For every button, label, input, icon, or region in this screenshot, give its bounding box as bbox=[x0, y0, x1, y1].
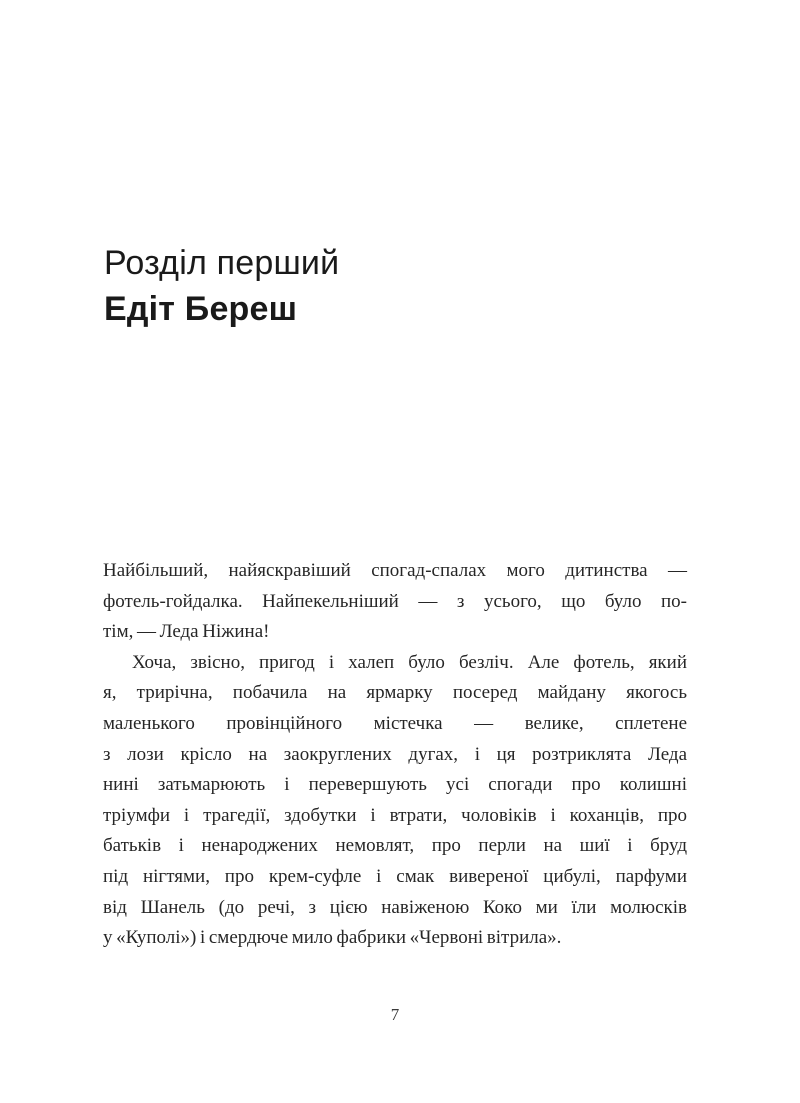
body-text bbox=[103, 556, 687, 954]
paragraph bbox=[103, 648, 687, 954]
page-number: 7 bbox=[390, 1005, 400, 1024]
text-line: я, трирічна, побачила на ярмарку посеред майдану якогось bbox=[103, 682, 687, 704]
text-line: нині затьмарюють і перевершують усі спогади про колишні bbox=[103, 774, 687, 796]
text-line: Хоча, звісно, пригод і халеп було безліч. Але фотель, який bbox=[132, 651, 687, 673]
paragraph bbox=[103, 556, 687, 648]
text-line: під нігтями, про крем-суфле і смак вивереної цибулі, парфуми bbox=[103, 865, 687, 887]
chapter-label: Розділ перший bbox=[104, 244, 340, 282]
text-line: маленького провінційного містечка — велике, сплетене bbox=[103, 712, 687, 734]
text-line: фотель-гойдалка. Найпекельніший — з усього, що було по- bbox=[103, 590, 687, 612]
text-line: батьків і ненароджених немовлят, про перли на шиї і бруд bbox=[103, 835, 687, 857]
chapter-title: Едіт Береш bbox=[104, 290, 298, 328]
text-line: тріумфи і трагедії, здобутки і втрати, чоловіків і коханців, про bbox=[103, 804, 687, 826]
text-line: від Шанель (до речі, з цією навіженою Коко ми їли молюсків bbox=[103, 896, 687, 918]
text-line: тім, — Леда Ніжина! bbox=[103, 621, 270, 643]
text-line: з лози крісло на заокруглених дугах, і ця розтриклята Леда bbox=[103, 743, 687, 765]
text-line: Найбільший, найяскравіший спогад-спалах мого дитинства — bbox=[103, 560, 687, 581]
chapter-heading bbox=[104, 240, 339, 332]
text-line: у «Куполі») і смердюче мило фабрики «Червоні вітрила». bbox=[103, 927, 562, 949]
